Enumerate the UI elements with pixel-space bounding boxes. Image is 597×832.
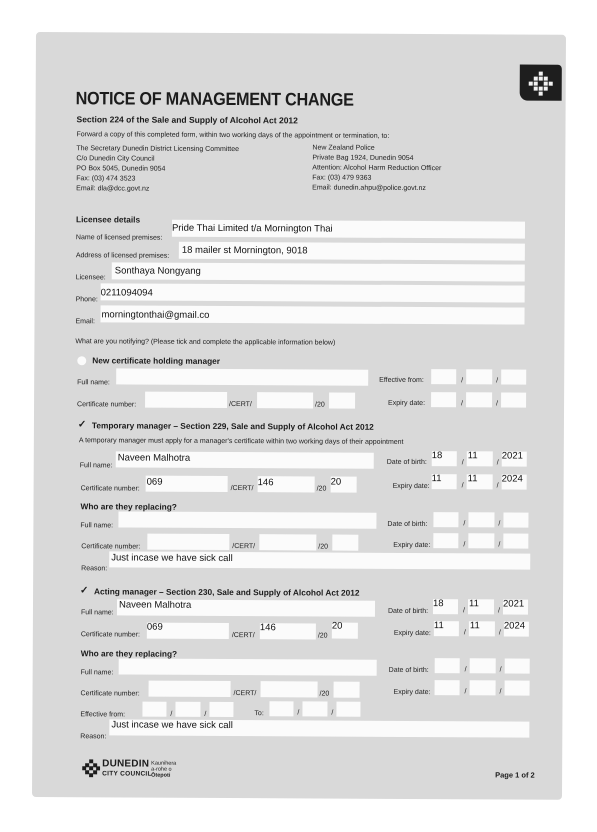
acting-replacing-cert-label: Certificate number: [80,690,140,698]
premises-field[interactable] [172,220,525,239]
acting-effective-from-year[interactable] [209,702,233,717]
acting-replacing-expiry-month[interactable] [470,680,496,695]
temp-dob-month-field[interactable] [467,451,493,466]
council-emblem-icon [520,65,562,101]
date-separator: / [498,520,501,528]
temp-cert-prefix: 069 [146,476,163,488]
new-effective-month[interactable] [466,369,492,384]
temp-replacing-expiry-year[interactable] [503,533,528,548]
form-title: NOTICE OF MANAGEMENT CHANGE [75,88,354,110]
address-left-line: C/o Dunedin City Council [76,155,155,163]
temp-reason-label: Reason: [81,565,108,573]
date-separator: / [331,709,334,717]
acting-replacing-dob-year[interactable] [505,658,530,673]
acting-replacing-expiry-day[interactable] [435,680,460,695]
date-separator: / [497,607,500,615]
acting-fullname-value: Naveen Malhotra [118,599,192,611]
temp-expiry-month-field[interactable] [467,474,493,489]
cert-year-prefix: /20 [315,401,325,409]
new-expiry-month[interactable] [466,392,492,407]
maori-line: a-rohe o [151,766,172,773]
council-maori-name [151,761,176,779]
acting-effective-to-day[interactable] [269,701,293,716]
new-effective-day[interactable] [431,369,456,384]
maori-line: Kaunihera [151,760,177,767]
acting-cert-year-field[interactable] [331,620,358,639]
address-left-line: PO Box 5045, Dunedin 9054 [76,165,166,173]
cert-year-prefix: /20 [319,690,330,698]
temp-expiry-label: Expiry date: [392,482,430,491]
acting-dob-label: Date of birth: [387,607,429,616]
acting-replacing-dob-label: Date of birth: [388,666,429,675]
address-right-line: Fax: (03) 479 9363 [312,174,372,182]
address-left-line: Fax: (03) 474 3523 [76,175,136,183]
acting-expiry-label: Expiry date: [393,629,431,638]
temporary-checkbox[interactable]: ✓ [77,419,87,431]
date-separator: / [461,482,464,490]
new-cert-year-field[interactable] [329,393,355,409]
acting-replacing-cert-mid[interactable] [261,681,318,697]
date-separator: / [498,629,501,637]
licensee-label: Licensee: [75,274,106,282]
date-separator: / [499,666,502,674]
temp-cert-year-field[interactable] [331,477,357,493]
form-page [32,32,566,800]
date-separator: / [464,666,467,674]
cert-separator: /CERT/ [231,632,255,640]
temp-dob-day-field[interactable] [432,451,457,466]
temp-replacing-expiry-month[interactable] [468,533,494,548]
date-separator: / [462,607,465,615]
acting-replacing-dob-month[interactable] [470,658,496,673]
acting-checkbox[interactable]: ✓ [80,585,89,597]
form-intro: Forward a copy of this completed form, within two working days of the appointment or termination, to: [76,131,390,140]
address-left-line: The Secretary Dunedin District Licensing Committee [76,145,240,154]
premises-label: Name of licensed premises: [75,234,163,242]
temp-reason-field[interactable] [109,551,530,569]
temp-expiry-month: 11 [467,473,478,485]
date-separator: / [463,541,466,549]
acting-replacing-dob-day[interactable] [435,658,460,673]
acting-cert-mid-field[interactable] [260,623,316,639]
acting-dob-month-field[interactable] [468,599,494,614]
temp-fullname-value: Naveen Malhotra [117,452,191,464]
date-separator: / [496,377,499,385]
temp-replacing-cert-prefix[interactable] [147,534,229,550]
date-separator: / [461,400,464,408]
date-separator: / [204,710,207,718]
acting-effective-from-day[interactable] [142,702,166,717]
acting-reason-label: Reason: [80,733,107,741]
maori-line: Ōtepoti [151,772,171,779]
temporary-heading: Temporary manager – Section 229, Sale and Supply of Alcohol Act 2012 [91,420,374,432]
temp-dob-day: 18 [431,450,443,462]
temp-replacing-dob-year[interactable] [503,512,528,527]
temp-dob-month: 11 [467,450,478,462]
acting-replacing-fullname-field[interactable] [119,658,377,675]
date-separator: / [464,688,467,696]
date-separator: / [170,710,173,718]
temp-dob-year-field[interactable] [502,451,527,466]
date-separator: / [496,459,499,467]
acting-dob-day-field[interactable] [433,599,458,614]
new-cert-mid-field[interactable] [257,392,313,408]
acting-cert-prefix: 069 [146,621,163,633]
cert-year-prefix: /20 [318,543,329,551]
licensee-heading: Licensee details [75,214,141,225]
acting-reason-value: Just incase we have sick call [111,719,233,732]
email-value: morningtonthai@gmail.co [101,309,210,321]
temp-replacing-dob-label: Date of birth: [387,520,428,529]
temp-cert-prefix-field[interactable] [146,476,228,492]
temp-fullname-field[interactable] [116,451,374,468]
new-effective-label: Effective from: [379,376,424,385]
cert-separator: /CERT/ [233,690,257,698]
temp-replacing-expiry-label: Expiry date: [393,541,431,550]
cert-separator: /CERT/ [229,401,252,409]
temp-expiry-day: 11 [431,473,442,485]
date-separator: / [499,688,502,696]
acting-dob-day: 18 [432,598,444,610]
temp-expiry-day-field[interactable] [432,474,457,489]
temp-cert-mid: 146 [257,477,274,489]
temp-cert-mid-field[interactable] [258,476,315,492]
licensee-field[interactable] [112,262,525,281]
new-fullname-field[interactable] [116,368,368,385]
temp-reason-value: Just incase we have sick call [111,552,233,565]
temp-replacing-expiry-day[interactable] [433,533,458,548]
acting-replacing-cert-prefix[interactable] [149,681,231,697]
new-expiry-day[interactable] [431,392,456,407]
acting-fullname-label: Full name: [80,609,114,617]
acting-expiry-month-field[interactable] [469,621,495,636]
acting-expiry-day-field[interactable] [434,621,459,636]
temp-replacing-dob-day[interactable] [433,512,458,527]
temp-dob-year: 2021 [501,450,523,462]
address-label: Address of licensed premises: [75,252,170,260]
acting-cert-mid: 146 [259,622,276,634]
date-separator: / [463,520,466,528]
new-effective-year[interactable] [501,369,526,384]
council-brand-name: DUNEDIN [102,758,150,770]
temp-replacing-fullname-field[interactable] [118,511,376,528]
address-right [312,143,441,194]
form-subtitle: Section 224 of the Sale and Supply of Alcohol Act 2012 [76,114,298,126]
date-separator: / [496,482,499,490]
date-separator: / [461,459,464,467]
acting-expiry-month: 11 [469,620,480,632]
temp-replacing-heading: Who are they replacing? [80,501,177,512]
acting-effective-to-month[interactable] [302,701,327,716]
date-separator: / [496,400,499,408]
acting-heading: Acting manager – Section 230, Sale and Supply of Alcohol Act 2012 [94,586,360,598]
acting-expiry-day: 11 [433,620,444,632]
new-manager-heading: New certificate holding manager [92,355,221,366]
cert-separator: /CERT/ [232,543,256,551]
acting-dob-month: 11 [468,598,479,610]
new-expiry-label: Expiry date: [388,399,426,408]
date-separator: / [463,629,466,637]
acting-to-label: To: [254,710,264,718]
temporary-note: A temporary manager must apply for a manager's certificate within two working days of their appointment [78,437,404,446]
acting-cert-prefix-field[interactable] [147,623,229,639]
page-number: Page 1 of 2 [495,770,535,780]
date-separator: / [461,377,464,385]
temp-replacing-cert-mid[interactable] [259,534,316,550]
temp-cert-year: 20 [330,476,342,488]
acting-replacing-fullname-label: Full name: [80,669,114,677]
email-label: Email: [75,318,95,326]
acting-replacing-heading: Who are they replacing? [80,648,178,659]
temp-replacing-dob-month[interactable] [468,512,494,527]
address-right-line: Email: dunedin.ahpu@police.govt.nz [312,184,426,193]
acting-expiry-year-field[interactable] [504,621,529,636]
address-right-line: Attention: Alcohol Harm Reduction Officer [312,164,442,173]
licensee-value: Sonthaya Nongyang [114,265,201,277]
address-field[interactable] [179,242,525,261]
address-right-line: New Zealand Police [312,144,375,152]
acting-reason-field[interactable] [109,719,529,737]
temp-replacing-cert-year[interactable] [332,535,358,551]
new-manager-radio[interactable] [77,356,86,365]
acting-effective-label: Effective from: [80,711,126,719]
address-right-line: Private Bag 1924, Dunedin 9054 [312,154,414,162]
temp-expiry-year: 2024 [501,473,523,485]
date-separator: / [498,541,501,549]
acting-expiry-year: 2024 [503,620,526,632]
acting-replacing-expiry-label: Expiry date: [393,688,431,697]
acting-replacing-cert-year[interactable] [334,682,360,698]
temp-expiry-year-field[interactable] [502,474,527,489]
date-separator: / [297,709,300,717]
notify-question: What are you notifying? (Please tick and complete the applicable information below) [75,338,336,347]
temp-replacing-fullname-label: Full name: [80,522,114,530]
council-logo-badge [520,65,562,101]
acting-fullname-field[interactable] [117,599,375,616]
acting-cert-label: Certificate number: [80,631,141,639]
new-expiry-year[interactable] [501,392,526,407]
address-left [76,144,239,195]
temp-dob-label: Date of birth: [386,458,427,467]
acting-dob-year-field[interactable] [503,599,528,614]
temp-fullname-label: Full name: [79,462,113,470]
temp-cert-label: Certificate number: [80,485,140,493]
email-field[interactable] [100,305,524,324]
council-footer-emblem-icon [82,759,100,777]
phone-field[interactable] [101,283,525,302]
address-value: 18 mailer st Mornington, 9018 [181,244,308,257]
acting-cert-year: 20 [331,620,343,632]
cert-year-prefix: /20 [317,632,328,640]
phone-label: Phone: [75,296,98,304]
new-cert-label: Certificate number: [77,401,137,409]
cert-separator: /CERT/ [230,485,254,493]
acting-replacing-expiry-year[interactable] [505,680,530,695]
address-left-line: Email: dla@dcc.govt.nz [76,185,150,193]
acting-effective-from-month[interactable] [175,702,200,717]
new-cert-prefix-field[interactable] [145,392,227,408]
acting-dob-year: 2021 [502,598,525,610]
premises-value: Pride Thai Limited t/a Mornington Thai [171,222,333,235]
phone-value: 0211094094 [100,287,153,299]
council-brand-subname: CITY COUNCIL [102,770,152,778]
temp-replacing-cert-label: Certificate number: [81,543,141,551]
acting-effective-to-year[interactable] [336,702,360,717]
cert-year-prefix: /20 [316,485,327,493]
new-fullname-label: Full name: [77,379,110,387]
